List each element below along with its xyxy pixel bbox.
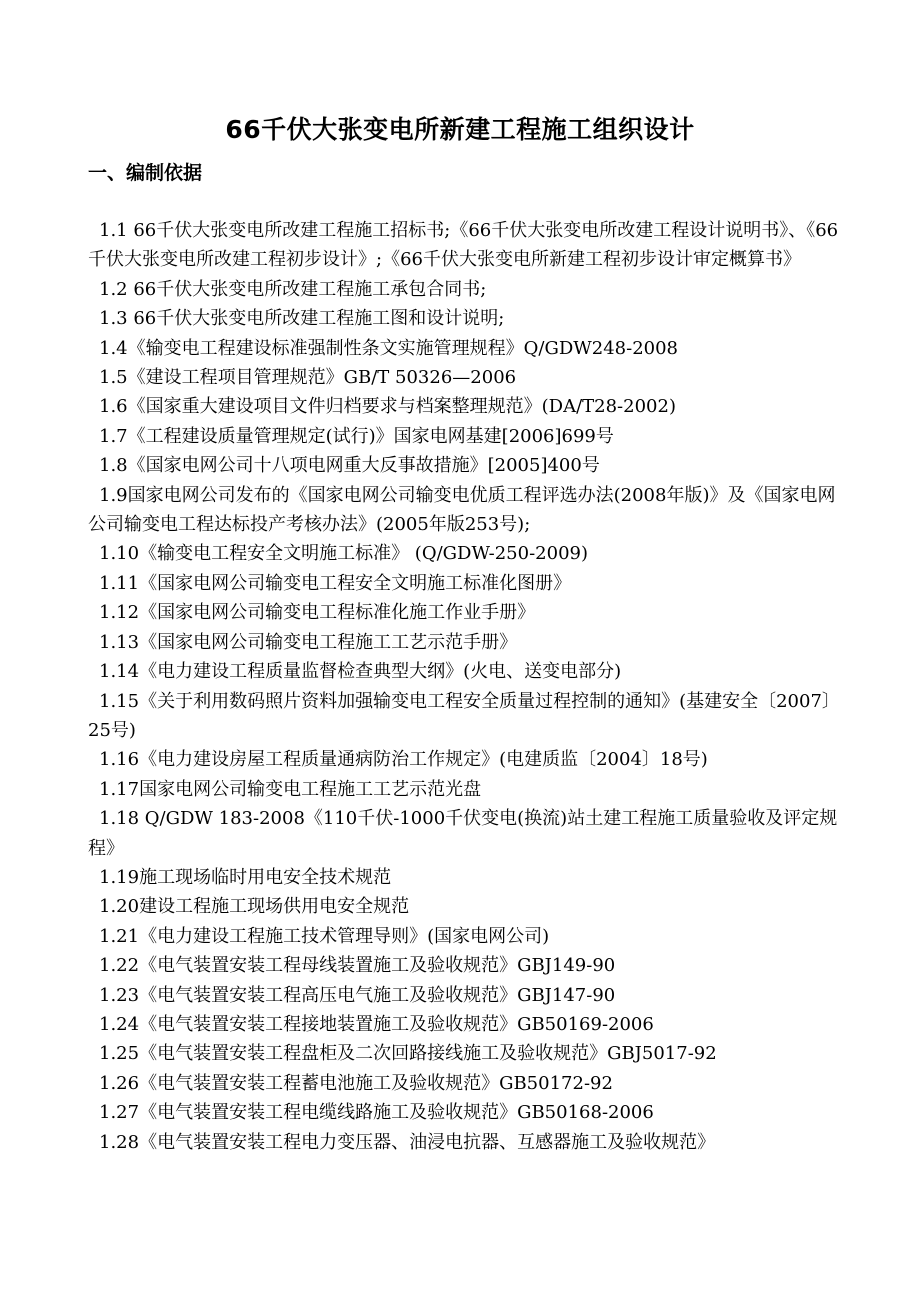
list-item: 1.8《国家电网公司十八项电网重大反事故措施》[2005]400号 [99,455,600,477]
list-item: 1.21《电力建设工程施工技术管理导则》(国家电网公司) [99,925,550,947]
list-item: 1.22《电气装置安装工程母线装置施工及验收规范》GBJ149-90 [99,955,616,977]
list-item: 1.23《电气装置安装工程高压电气施工及验收规范》GBJ147-90 [99,984,616,1006]
list-item: 1.16《电力建设房屋工程质量通病防治工作规定》(电建质监〔2004〕18号) [99,749,708,771]
list-item: 1.5《建设工程项目管理规范》GB/T 50326—2006 [99,367,517,389]
list-item: 1.12《国家电网公司输变电工程标准化施工作业手册》 [99,602,536,624]
list-item: 1.3 66千伏大张变电所改建工程施工图和设计说明; [99,308,505,330]
list-item: 1.26《电气装置安装工程蓄电池施工及验收规范》GB50172-92 [99,1072,613,1094]
reference-list [88,216,840,1157]
list-item: 1.27《电气装置安装工程电缆线路施工及验收规范》GB50168-2006 [99,1102,654,1124]
list-item: 1.10《输变电工程安全文明施工标准》 (Q/GDW-250-2009) [99,543,588,565]
list-item: 1.6《国家重大建设项目文件归档要求与档案整理规范》(DA/T28-2002) [99,396,676,418]
list-item: 1.15《关于利用数码照片资料加强输变电工程安全质量过程控制的通知》(基建安全〔2007〕25号) [88,690,840,741]
list-item: 1.18 Q/GDW 183-2008《110千伏-1000千伏变电(换流)站土建工程施工质量验收及评定规程》 [88,808,838,859]
section-heading: 一、编制依据 [88,162,203,184]
list-item: 1.4《输变电工程建设标准强制性条文实施管理规程》Q/GDW248-2008 [99,337,679,359]
list-item: 1.19施工现场临时用电安全技术规范 [99,866,392,888]
list-item: 1.11《国家电网公司输变电工程安全文明施工标准化图册》 [99,572,572,594]
list-item: 1.2 66千伏大张变电所改建工程施工承包合同书; [99,278,487,300]
list-item: 1.20建设工程施工现场供用电安全规范 [99,896,410,918]
list-item: 1.24《电气装置安装工程接地装置施工及验收规范》GB50169-2006 [99,1013,654,1035]
list-item: 1.1 66千伏大张变电所改建工程施工招标书;《66千伏大张变电所改建工程设计说明书》、《66千伏大张变电所改建工程初步设计》;《66千伏大张变电所新建工程初步设计审定概算书》 [88,220,839,271]
list-item: 1.9国家电网公司发布的《国家电网公司输变电优质工程评选办法(2008年版)》及《国家电网公司输变电工程达标投产考核办法》(2005年版253号); [88,484,836,536]
list-item: 1.28《电气装置安装工程电力变压器、油浸电抗器、互感器施工及验收规范》 [99,1131,716,1153]
list-item: 1.13《国家电网公司输变电工程施工工艺示范手册》 [99,631,518,653]
list-item: 1.14《电力建设工程质量监督检查典型大纲》(火电、送变电部分) [99,661,622,683]
document-title: 66千伏大张变电所新建工程施工组织设计 [225,115,695,144]
list-item: 1.17国家电网公司输变电工程施工工艺示范光盘 [99,778,482,800]
list-item: 1.7《工程建设质量管理规定(试行)》国家电网基建[2006]699号 [99,425,614,447]
list-item: 1.25《电气装置安装工程盘柜及二次回路接线施工及验收规范》GBJ5017-92 [99,1043,717,1065]
